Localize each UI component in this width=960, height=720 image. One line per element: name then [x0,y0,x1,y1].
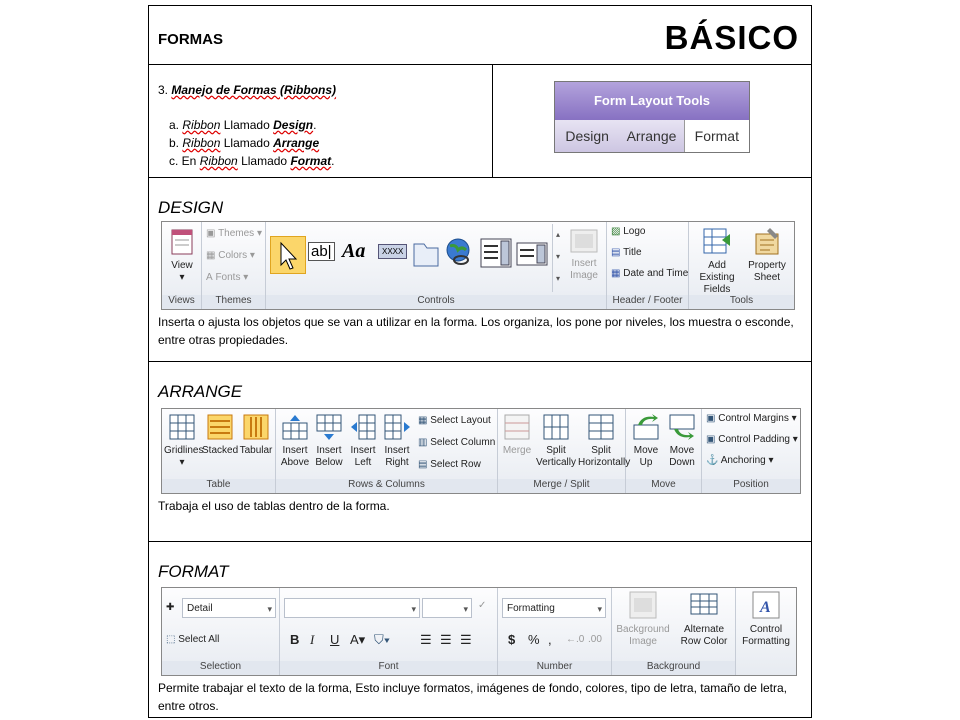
background-image-button[interactable] [614,590,672,648]
item-end: . [313,118,317,132]
italic-button[interactable]: I [310,632,315,647]
align-right-button[interactable]: ☰ [460,632,472,647]
colors-icon: ▦ [206,250,216,261]
tabular-button[interactable] [238,413,274,457]
gridlines-button[interactable] [164,413,204,469]
property-sheet-icon [752,226,782,256]
currency-button[interactable]: $ [508,632,516,647]
heading-number: 3. [158,83,169,97]
controls-scroll[interactable]: ▴ ▾ ▾ [552,224,563,292]
select-layout-icon: ▦ [418,415,428,426]
views-group-label: Views [162,295,201,309]
fonts-label: Fonts [215,272,241,284]
flt-tabs [555,120,749,152]
insert-right-button[interactable] [380,413,414,469]
background-group [612,588,736,675]
position-group [702,409,800,493]
split-vertically-icon [542,413,570,441]
add-existing-fields-label: Add Existing Fields [699,260,735,295]
alternate-row-color-button[interactable] [674,590,734,648]
number-group [498,588,612,675]
font-size-dropdown[interactable] [422,598,472,618]
flt-title: Form Layout Tools [555,82,749,120]
select-column-button[interactable] [418,437,495,448]
logo-label: Logo [623,226,646,238]
tab-control-icon[interactable] [412,238,440,268]
bold-button[interactable]: B [290,632,300,647]
control-formatting-button[interactable] [738,590,794,648]
select-pointer-button[interactable] [270,236,306,274]
arrange-description: Trabaja el uso de tablas dentro de la forma. [158,499,390,513]
gridlines-label: Gridlines [164,445,204,456]
selection-group-label: Selection [162,661,279,675]
item-name: Design [273,118,314,132]
design-row [149,178,811,362]
merge-label: Merge [502,445,532,456]
add-existing-fields-button[interactable] [691,226,743,296]
title-label: Title [623,247,642,259]
font-color-label: A [350,632,359,647]
item-end: . [331,154,335,168]
select-layout-label: Select Layout [430,415,491,427]
arrange-title: ARRANGE [158,382,243,401]
control-padding-label: Control Padding [718,434,790,446]
view-icon [169,228,195,256]
anchoring-button[interactable]: ⚓ Anchoring ▾ [706,455,774,467]
comma-button[interactable]: , [548,632,552,647]
tab-arrange[interactable]: Arrange [626,128,677,144]
anchoring-label: Anchoring [720,455,766,467]
item-ribbon: Ribbon [182,136,221,150]
view-label: View [171,260,193,271]
item-prefix: a. [169,118,180,132]
list-item [169,134,334,152]
select-all-icon: ⬚ [166,634,176,645]
table-group [162,409,276,493]
background-image-icon [628,590,658,620]
header-footer-group [607,222,689,309]
rows-columns-group [276,409,498,493]
select-row-label: Select Row [430,459,481,471]
percent-button[interactable]: % [528,632,540,647]
controls-group [266,222,607,309]
select-column-icon: ▥ [418,437,428,448]
select-column-label: Select Column [430,437,496,449]
number-format-dropdown[interactable]: Formatting ▾ [502,598,606,618]
themes-label: Themes [218,228,255,240]
item-mid: Llamado [223,136,270,150]
item-mid: Llamado [241,154,288,168]
format-painter-icon[interactable]: ✓ [478,600,487,611]
move-down-icon [668,413,696,441]
tools-group-label: Tools [689,295,794,309]
arrange-row [149,362,811,542]
merge-icon [503,413,531,441]
font-group [280,588,498,675]
underline-button[interactable]: U [330,632,340,647]
alternate-row-color-icon [689,590,719,620]
stacked-label: Stacked [202,445,239,456]
intro-heading [158,83,336,97]
logo-icon: ▨ [611,226,621,237]
select-all-button[interactable] [166,634,219,645]
decrease-decimals-icon[interactable]: .00 [588,634,602,645]
insert-above-label: Insert Above [280,445,310,468]
flt-cell [492,65,811,177]
insert-right-icon [383,413,411,441]
alternate-row-color-label: Alternate Row Color [680,624,728,647]
fields-icon [702,226,732,256]
select-all-label: Select All [178,634,220,646]
split-horizontally-button[interactable] [578,413,631,469]
button-control[interactable]: XXXX [378,244,407,259]
image-icon [569,228,599,254]
font-color-button[interactable]: A▾ [350,632,366,647]
font-name-dropdown[interactable] [284,598,420,618]
merge-split-group-label: Merge / Split [498,479,625,493]
format-description: Permite trabajar el texto de la forma, Esto incluye formatos, imágenes de fondo, colores, tipo de letra, tamaño de letra, entre otros. [158,681,787,713]
title-button[interactable] [611,247,642,258]
selection-group [162,588,280,675]
insert-below-button[interactable] [312,413,346,469]
move-up-icon [632,413,660,441]
split-horizontally-icon [587,413,615,441]
document-table [148,5,812,718]
insert-above-icon [281,413,309,441]
themes-button[interactable]: ▣ Themes ▾ [206,228,262,240]
move-group-label: Move [626,479,701,493]
svg-text:A: A [760,599,771,616]
padding-icon: ▣ [706,434,716,445]
background-image-label: Background Image [616,624,670,647]
increase-decimals-icon[interactable]: ←.0 [566,634,585,645]
insert-right-label: Insert Right [384,445,410,468]
intro-row [149,65,811,178]
control-formatting-group [736,588,796,675]
control-margins-button[interactable]: ▣ Control Margins ▾ [706,413,797,425]
combo-box-icon[interactable] [480,238,512,268]
design-description: Inserta o ajusta los objetos que se van a utilizar en la forma. Los organiza, los pone por niveles, los muestra o esconde, entre otras propiedades. [158,315,794,347]
colors-label: Colors [218,250,248,262]
split-horizontally-label: Split Horizontally [578,445,631,468]
list-item [169,116,334,134]
tab-design[interactable]: Design [565,128,609,144]
page-title: FORMAS [158,31,223,48]
label-control[interactable]: Aa [342,240,366,262]
object-icon: ✚ [166,602,175,613]
views-group [162,222,202,309]
background-group-label: Background [612,661,735,675]
fonts-button[interactable]: A Fonts ▾ [206,272,249,284]
rows-columns-group-label: Rows & Columns [276,479,497,493]
header-row [149,6,811,65]
move-down-label: Move Down [669,445,695,468]
level-badge: BÁSICO [664,19,799,56]
date-time-label: Date and Time [623,268,689,280]
item-ribbon: Ribbon [182,118,221,132]
table-group-label: Table [162,479,275,493]
split-vertically-label: Split Vertically [535,445,576,468]
tabular-label: Tabular [239,445,273,456]
number-group-label: Number [498,661,611,675]
tools-group [689,222,794,309]
split-vertically-button[interactable] [534,413,578,469]
insert-below-icon [315,413,343,441]
item-ribbon: Ribbon [199,154,238,168]
fill-color-button[interactable]: ⛉▾ [374,632,391,647]
anchor-icon: ⚓ [706,455,719,466]
item-mid: Llamado [223,118,270,132]
tab-format[interactable]: Format [684,120,749,152]
stacked-icon [206,413,234,441]
title-icon: ▤ [611,247,621,258]
stacked-button[interactable] [202,413,238,457]
format-row [149,542,811,719]
logo-button[interactable] [611,226,645,237]
move-up-label: Move Up [633,445,659,468]
property-sheet-button[interactable] [743,226,791,284]
themes-group-label: Themes [202,295,265,309]
insert-left-button[interactable] [346,413,380,469]
align-left-button[interactable]: ☰ [420,632,432,647]
move-up-button[interactable] [628,413,664,469]
item-name: Format [290,154,332,168]
calendar-icon: ▦ [611,268,621,279]
design-ribbon [161,221,795,310]
hyperlink-icon[interactable] [444,236,476,268]
control-formatting-icon [751,590,781,620]
item-name: Arrange [273,136,320,150]
control-padding-button[interactable]: ▣ Control Padding ▾ [706,434,798,446]
heading-text: Manejo de Formas (Ribbons) [171,83,337,97]
fonts-icon: A [206,272,213,283]
select-row-icon: ▤ [418,459,428,470]
arrange-ribbon [161,408,801,494]
gridlines-icon [168,413,196,441]
item-prefix: b. [169,136,180,150]
move-group [626,409,702,493]
header-footer-group-label: Header / Footer [607,295,688,309]
insert-above-button[interactable] [278,413,312,469]
insert-left-label: Insert Left [350,445,376,468]
insert-image-button[interactable] [564,228,604,282]
format-title: FORMAT [158,562,229,581]
control-formatting-label: Control Formatting [742,624,790,647]
view-button[interactable] [167,228,197,284]
intro-list [169,116,334,170]
list-box-icon[interactable] [516,242,548,266]
select-layout-button[interactable] [418,415,491,426]
object-dropdown[interactable]: Detail ▾ [182,598,276,618]
tabular-icon [242,413,270,441]
control-margins-label: Control Margins [718,413,789,425]
merge-button[interactable] [500,413,534,457]
font-group-label: Font [280,661,497,675]
position-group-label: Position [702,479,800,493]
move-down-button[interactable] [664,413,700,469]
item-prefix: c. En [169,154,197,168]
form-layout-tools [554,81,750,153]
insert-left-icon [349,413,377,441]
controls-group-label: Controls [266,295,606,309]
insert-below-label: Insert Below [315,445,343,468]
themes-group [202,222,266,309]
margins-icon: ▣ [706,413,716,424]
select-row-button[interactable] [418,459,481,470]
chevron-down-icon: ▾ [179,272,185,283]
merge-split-group [498,409,631,493]
themes-icon: ▣ [206,228,216,239]
colors-button[interactable]: ▦ Colors ▾ [206,250,255,262]
chevron-down-icon: ▾ [179,457,185,468]
align-center-button[interactable]: ☰ [440,632,452,647]
insert-image-label: Insert Image [570,258,598,281]
format-ribbon [161,587,797,676]
list-item [169,152,334,170]
pointer-icon [271,237,305,273]
design-title: DESIGN [158,198,224,217]
textbox-control[interactable]: ab| [308,242,335,261]
property-sheet-label: Property Sheet [748,260,786,283]
date-time-button[interactable] [611,268,688,279]
